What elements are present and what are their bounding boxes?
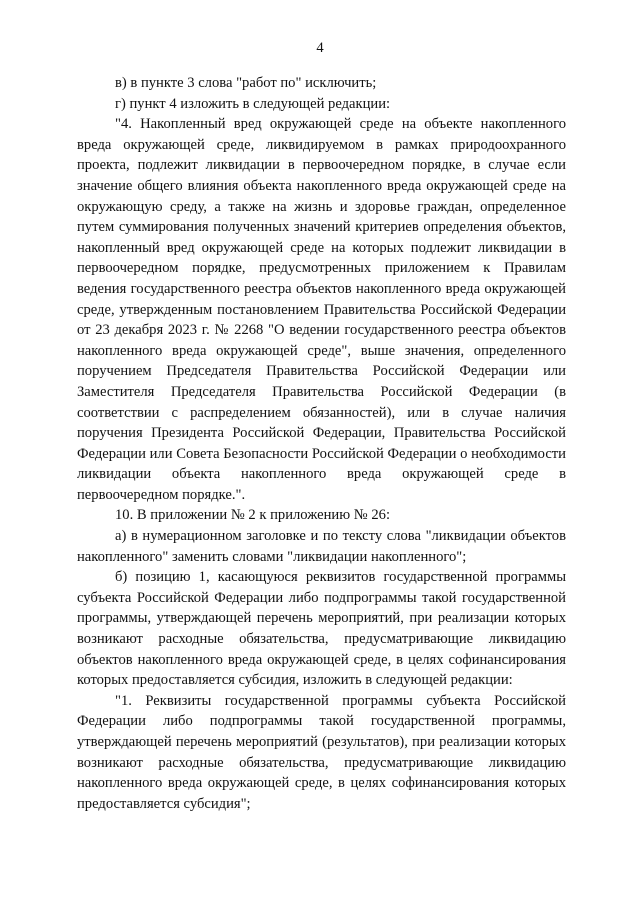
paragraph-item-g: г) пункт 4 изложить в следующей редакции: <box>115 95 391 112</box>
page-number: 4 <box>316 40 324 56</box>
paragraph-item-b: б) позицию 1, касающуюся реквизитов государственной программы субъекта Российской Федерации либо подпрограммы такой государственной программы, утверждающей перечень мероприятий, при реализации которых возникают расходные обязательства, предусматривающие ликвидацию объектов накопленного вреда окружающей среде, в целях софинансирования которых предоставляется субсидия, изложить в следующей редакции: <box>77 569 566 689</box>
document-body <box>77 73 566 814</box>
paragraph-item-10: 10. В приложении № 2 к приложению № 26: <box>115 507 391 524</box>
paragraph-point-4-text: "4. Накопленный вред окружающей среде на объекте накопленного вреда окружающей среде, ликвидируемом в рамках природоохранного проекта, подлежит ликвидации в первоочередном порядке, в случае если значение общего влияния объекта накопленного вреда окружающей среде на окружающую среду, а также на жизнь и здоровье граждан, определенное путем суммирования полученных значений критериев определения объектов, накопленный вред окружающей среде на которых подлежит ликвидации в первоочередном порядке, предусмотренных приложением к Правилам ведения государственного реестра объектов накопленного вреда окружающей среде, утвержденным постановлением Правительства Российской Федерации от 23 декабря 2023 г. № 2268 "О ведении государственного реестра объектов накопленного вреда окружающей среде", выше значения, определенного поручением Председателя Правительства Российской Федерации или Заместителя Председателя Правительства Российской Федерации (в соответствии с распределением обязанностей), или в случае наличия поручения Президента Российской Федерации, Правительства Российской Федерации или Совета Безопасности Российской Федерации о необходимости ликвидации объекта накопленного вреда окружающей среде в первоочередном порядке.". <box>77 116 566 503</box>
paragraph-item-v: в) в пункте 3 слова "работ по" исключить; <box>115 75 377 91</box>
paragraph-position-1-text: "1. Реквизиты государственной программы субъекта Российской Федерации либо подпрограммы такой государственной программы, утверждающей перечень мероприятий (результатов), при реализации которых возникают расходные обязательства, предусматривающие ликвидацию накопленного вреда окружающей среде, в целях софинансирования которых предоставляется субсидия"; <box>77 692 566 812</box>
paragraph-item-a: а) в нумерационном заголовке и по тексту слова "ликвидации объектов накопленного" заменить словами "ликвидации накопленного"; <box>77 528 566 565</box>
